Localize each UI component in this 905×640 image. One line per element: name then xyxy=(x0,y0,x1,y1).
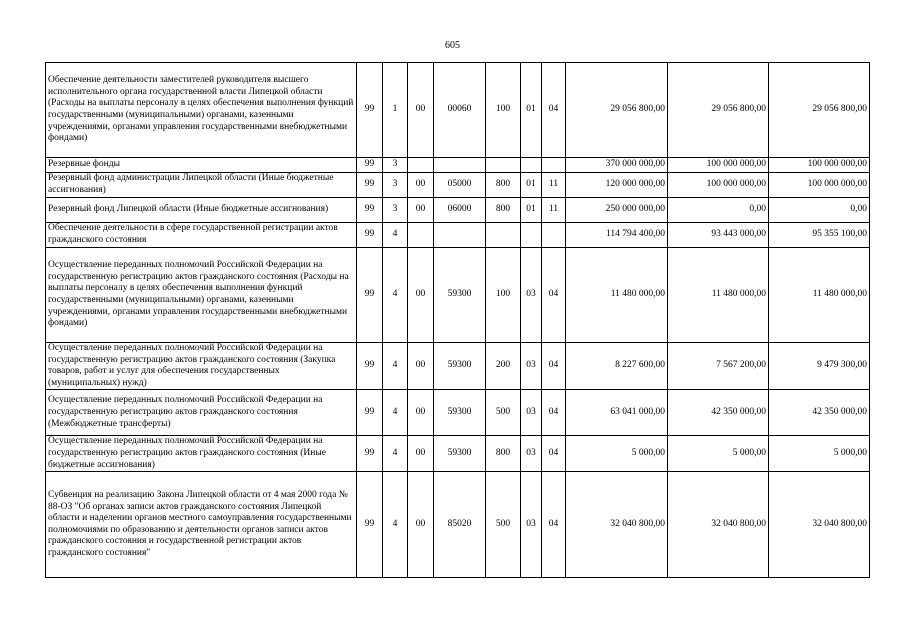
row-name-cell: Осуществление переданных полномочий Российской Федерации на государственную регистрацию актов гражданского состояния (Закупка товаров, работ и услуг для обеспечения государственных (муниципальных) нужд) xyxy=(46,343,357,390)
amount-cell-2: 42 350 000,00 xyxy=(668,390,769,436)
direction-code-cell: 00060 xyxy=(434,63,486,158)
amount-cell-2: 11 480 000,00 xyxy=(668,248,769,343)
subsection-code-cell: 04 xyxy=(542,390,566,436)
budget-table xyxy=(45,62,870,578)
subsection-code-cell: 04 xyxy=(542,436,566,472)
main-activity-code-cell: 00 xyxy=(408,390,434,436)
row-name-cell: Обеспечение деятельности заместителей руководителя высшего исполнительного органа государственной власти Липецкой области (Расходы на выплаты персоналу в целях обеспечения выполнения функций государственными (муниципальными) органами, казенными учреждениями, органами управления государственными внебюджетными фондами) xyxy=(46,63,357,158)
section-code-cell: 03 xyxy=(521,343,542,390)
main-activity-code-cell xyxy=(408,158,434,173)
main-activity-code-cell: 00 xyxy=(408,198,434,223)
row-name-cell: Резервные фонды xyxy=(46,158,357,173)
direction-code-cell: 59300 xyxy=(434,248,486,343)
subsection-code-cell: 11 xyxy=(542,173,566,198)
amount-cell-3: 0,00 xyxy=(769,198,870,223)
row-name-cell: Обеспечение деятельности в сфере государственной регистрации актов гражданского состояния xyxy=(46,223,357,248)
program-code-cell: 99 xyxy=(357,173,383,198)
main-activity-code-cell: 00 xyxy=(408,436,434,472)
program-code-cell: 99 xyxy=(357,472,383,578)
table-row xyxy=(46,343,870,390)
amount-cell-2: 32 040 800,00 xyxy=(668,472,769,578)
expense-type-code-cell xyxy=(486,223,521,248)
section-code-cell: 03 xyxy=(521,248,542,343)
table-row xyxy=(46,63,870,158)
amount-cell-3: 32 040 800,00 xyxy=(769,472,870,578)
subprogram-code-cell: 4 xyxy=(383,248,408,343)
amount-cell-3: 29 056 800,00 xyxy=(769,63,870,158)
amount-cell-2: 0,00 xyxy=(668,198,769,223)
amount-cell-1: 11 480 000,00 xyxy=(566,248,668,343)
row-name-cell: Осуществление переданных полномочий Российской Федерации на государственную регистрацию актов гражданского состояния (Иные бюджетные ассигнования) xyxy=(46,436,357,472)
amount-cell-1: 63 041 000,00 xyxy=(566,390,668,436)
subsection-code-cell: 04 xyxy=(542,472,566,578)
row-name-cell: Резервный фонд администрации Липецкой области (Иные бюджетные ассигнования) xyxy=(46,173,357,198)
main-activity-code-cell: 00 xyxy=(408,63,434,158)
program-code-cell: 99 xyxy=(357,198,383,223)
page-number: 605 xyxy=(445,40,460,51)
program-code-cell: 99 xyxy=(357,248,383,343)
amount-cell-2: 5 000,00 xyxy=(668,436,769,472)
expense-type-code-cell: 800 xyxy=(486,173,521,198)
amount-cell-2: 100 000 000,00 xyxy=(668,173,769,198)
section-code-cell xyxy=(521,223,542,248)
subprogram-code-cell: 1 xyxy=(383,63,408,158)
amount-cell-2: 7 567 200,00 xyxy=(668,343,769,390)
section-code-cell: 03 xyxy=(521,436,542,472)
amount-cell-3: 5 000,00 xyxy=(769,436,870,472)
row-name-cell: Осуществление переданных полномочий Российской Федерации на государственную регистрацию актов гражданского состояния (Расходы на выплаты персоналу в целях обеспечения выполнения функций государственными (муниципальными) органами, казенными учреждениями, органами управления государственными внебюджетными фондами) xyxy=(46,248,357,343)
amount-cell-3: 100 000 000,00 xyxy=(769,158,870,173)
expense-type-code-cell: 500 xyxy=(486,390,521,436)
amount-cell-2: 100 000 000,00 xyxy=(668,158,769,173)
subprogram-code-cell: 4 xyxy=(383,343,408,390)
program-code-cell: 99 xyxy=(357,343,383,390)
amount-cell-3: 95 355 100,00 xyxy=(769,223,870,248)
row-name-cell: Осуществление переданных полномочий Российской Федерации на государственную регистрацию актов гражданского состояния (Межбюджетные трансферты) xyxy=(46,390,357,436)
expense-type-code-cell: 500 xyxy=(486,472,521,578)
amount-cell-3: 100 000 000,00 xyxy=(769,173,870,198)
amount-cell-3: 42 350 000,00 xyxy=(769,390,870,436)
section-code-cell: 03 xyxy=(521,390,542,436)
main-activity-code-cell: 00 xyxy=(408,248,434,343)
table-row xyxy=(46,198,870,223)
main-activity-code-cell: 00 xyxy=(408,173,434,198)
subsection-code-cell xyxy=(542,223,566,248)
amount-cell-1: 250 000 000,00 xyxy=(566,198,668,223)
direction-code-cell: 06000 xyxy=(434,198,486,223)
program-code-cell: 99 xyxy=(357,158,383,173)
subprogram-code-cell: 4 xyxy=(383,472,408,578)
amount-cell-1: 114 794 400,00 xyxy=(566,223,668,248)
expense-type-code-cell: 100 xyxy=(486,248,521,343)
table-row xyxy=(46,390,870,436)
direction-code-cell xyxy=(434,158,486,173)
expense-type-code-cell: 800 xyxy=(486,436,521,472)
table-row xyxy=(46,223,870,248)
table-row xyxy=(46,158,870,173)
amount-cell-1: 32 040 800,00 xyxy=(566,472,668,578)
subsection-code-cell: 11 xyxy=(542,198,566,223)
table-row xyxy=(46,173,870,198)
expense-type-code-cell: 200 xyxy=(486,343,521,390)
table-row xyxy=(46,436,870,472)
direction-code-cell: 85020 xyxy=(434,472,486,578)
program-code-cell: 99 xyxy=(357,63,383,158)
amount-cell-1: 29 056 800,00 xyxy=(566,63,668,158)
subprogram-code-cell: 4 xyxy=(383,223,408,248)
subsection-code-cell: 04 xyxy=(542,63,566,158)
program-code-cell: 99 xyxy=(357,436,383,472)
table-row xyxy=(46,472,870,578)
main-activity-code-cell xyxy=(408,223,434,248)
amount-cell-2: 93 443 000,00 xyxy=(668,223,769,248)
section-code-cell xyxy=(521,158,542,173)
main-activity-code-cell: 00 xyxy=(408,343,434,390)
amount-cell-1: 5 000,00 xyxy=(566,436,668,472)
table-row xyxy=(46,248,870,343)
program-code-cell: 99 xyxy=(357,390,383,436)
direction-code-cell: 59300 xyxy=(434,390,486,436)
section-code-cell: 03 xyxy=(521,472,542,578)
subprogram-code-cell: 3 xyxy=(383,158,408,173)
amount-cell-1: 8 227 600,00 xyxy=(566,343,668,390)
row-name-cell: Субвенция на реализацию Закона Липецкой области от 4 мая 2000 года № 88-ОЗ "Об органах записи актов гражданского состояния Липецкой области и наделении органов местного самоуправления государственными полномочиями по образованию и деятельности органов записи актов гражданского состояния и государственной регистрации актов гражданского состояния" xyxy=(46,472,357,578)
main-activity-code-cell: 00 xyxy=(408,472,434,578)
direction-code-cell xyxy=(434,223,486,248)
direction-code-cell: 59300 xyxy=(434,343,486,390)
amount-cell-3: 11 480 000,00 xyxy=(769,248,870,343)
expense-type-code-cell xyxy=(486,158,521,173)
direction-code-cell: 05000 xyxy=(434,173,486,198)
subprogram-code-cell: 4 xyxy=(383,390,408,436)
amount-cell-3: 9 479 300,00 xyxy=(769,343,870,390)
subsection-code-cell xyxy=(542,158,566,173)
subprogram-code-cell: 3 xyxy=(383,173,408,198)
subprogram-code-cell: 4 xyxy=(383,436,408,472)
section-code-cell: 01 xyxy=(521,198,542,223)
amount-cell-1: 370 000 000,00 xyxy=(566,158,668,173)
section-code-cell: 01 xyxy=(521,173,542,198)
program-code-cell: 99 xyxy=(357,223,383,248)
amount-cell-1: 120 000 000,00 xyxy=(566,173,668,198)
expense-type-code-cell: 100 xyxy=(486,63,521,158)
direction-code-cell: 59300 xyxy=(434,436,486,472)
expense-type-code-cell: 800 xyxy=(486,198,521,223)
section-code-cell: 01 xyxy=(521,63,542,158)
row-name-cell: Резервный фонд Липецкой области (Иные бюджетные ассигнования) xyxy=(46,198,357,223)
subsection-code-cell: 04 xyxy=(542,343,566,390)
amount-cell-2: 29 056 800,00 xyxy=(668,63,769,158)
subprogram-code-cell: 3 xyxy=(383,198,408,223)
subsection-code-cell: 04 xyxy=(542,248,566,343)
